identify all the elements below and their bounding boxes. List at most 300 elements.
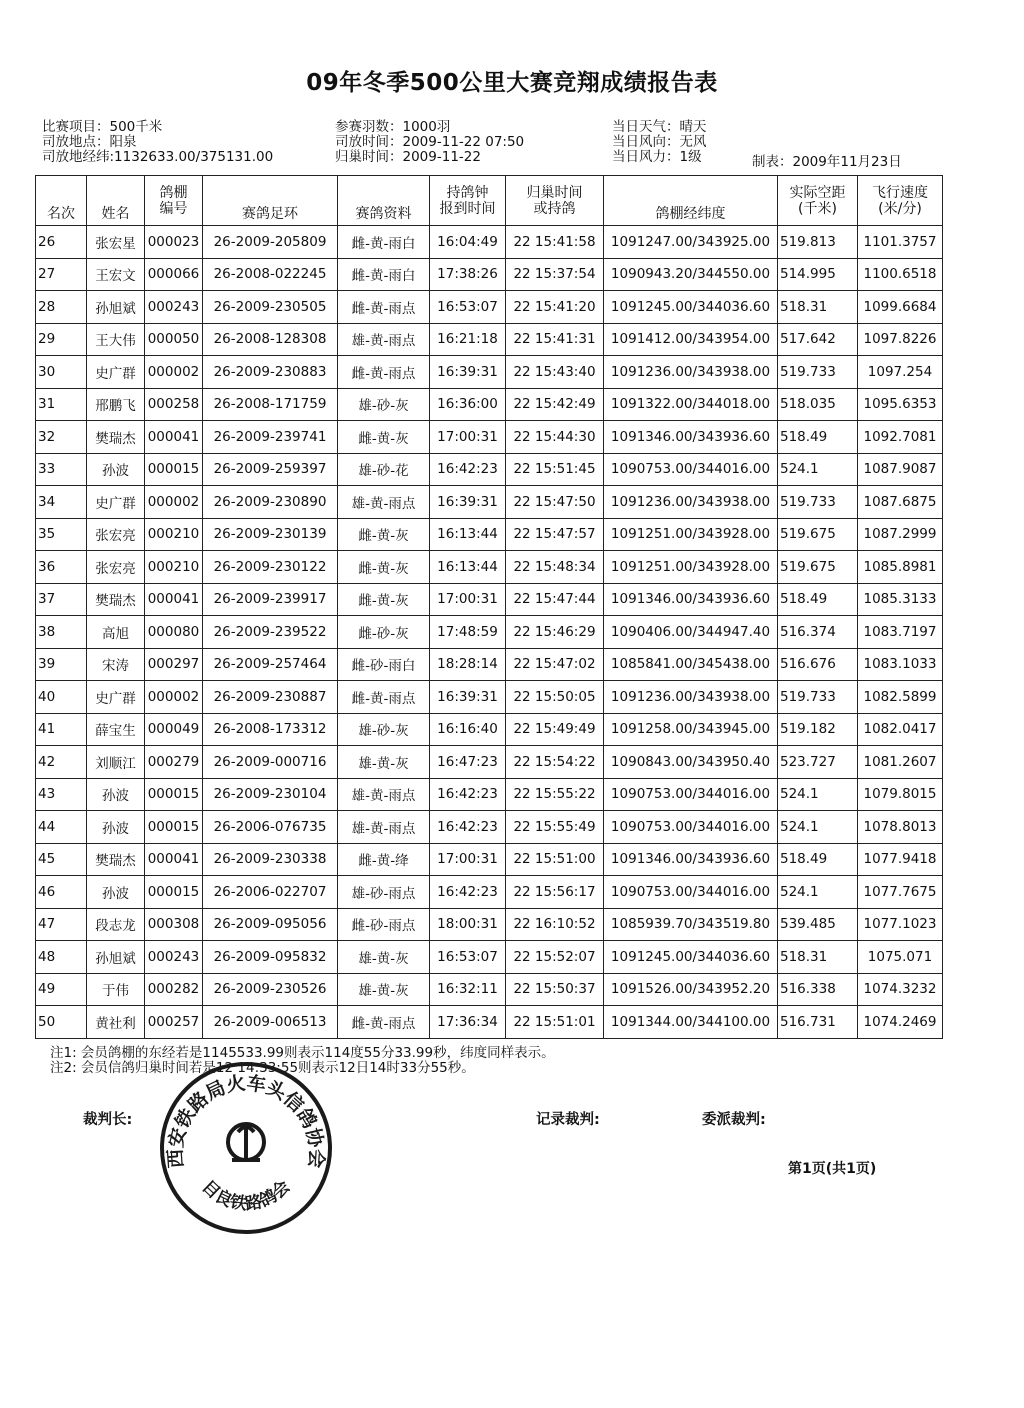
cell-return-time: 22 15:47:02 <box>506 648 604 681</box>
cell-name: 孙波 <box>87 453 145 486</box>
cell-return-time: 22 15:44:30 <box>506 421 604 454</box>
cell-distance: 539.485 <box>778 908 858 941</box>
cell-return-time: 22 15:54:22 <box>506 746 604 779</box>
cell-name: 黄社利 <box>87 1006 145 1039</box>
cell-ring: 26-2009-230887 <box>203 681 338 714</box>
cell-distance: 519.733 <box>778 486 858 519</box>
cell-rank: 49 <box>36 973 87 1006</box>
table-row <box>36 258 943 291</box>
cell-speed: 1077.1023 <box>858 908 943 941</box>
cell-distance: 519.733 <box>778 681 858 714</box>
race-info-middle <box>335 120 524 165</box>
return-date: 归巢时间：2009-11-22 <box>335 149 481 165</box>
cell-name: 张宏星 <box>87 226 145 259</box>
cell-rank: 29 <box>36 323 87 356</box>
cell-rank: 47 <box>36 908 87 941</box>
cell-coordinates: 1090753.00/344016.00 <box>604 778 778 811</box>
cell-return-time: 22 15:55:22 <box>506 778 604 811</box>
cell-ring: 26-2009-239741 <box>203 421 338 454</box>
report-title: 09年冬季500公里大赛竞翔成绩报告表 <box>306 70 718 96</box>
cell-clock-time: 17:38:26 <box>430 258 506 291</box>
cell-bird-info: 雌-黄-灰 <box>338 421 430 454</box>
cell-return-time: 22 16:10:52 <box>506 908 604 941</box>
cell-distance: 518.31 <box>778 941 858 974</box>
cell-loft-no: 000257 <box>145 1006 203 1039</box>
cell-speed: 1083.7197 <box>858 616 943 649</box>
cell-coordinates: 1091251.00/343928.00 <box>604 551 778 584</box>
cell-ring: 26-2009-006513 <box>203 1006 338 1039</box>
cell-speed: 1101.3757 <box>858 226 943 259</box>
cell-bird-info: 雌-黄-雨白 <box>338 258 430 291</box>
cell-return-time: 22 15:42:49 <box>506 388 604 421</box>
cell-coordinates: 1091245.00/344036.60 <box>604 291 778 324</box>
cell-loft-no: 000258 <box>145 388 203 421</box>
cell-clock-time: 16:21:18 <box>430 323 506 356</box>
table-row <box>36 876 943 909</box>
table-row <box>36 973 943 1006</box>
prepared-date: 制表：2009年11月23日 <box>752 154 902 170</box>
cell-loft-no: 000066 <box>145 258 203 291</box>
cell-distance: 519.675 <box>778 551 858 584</box>
header-speed: 飞行速度 (米/分) <box>858 176 943 226</box>
cell-coordinates: 1091526.00/343952.20 <box>604 973 778 1006</box>
cell-speed: 1092.7081 <box>858 421 943 454</box>
cell-return-time: 22 15:51:45 <box>506 453 604 486</box>
cell-speed: 1085.3133 <box>858 583 943 616</box>
cell-ring: 26-2009-239522 <box>203 616 338 649</box>
table-row <box>36 421 943 454</box>
note-2: 注2: 会员信鸽归巢时间若是12 14:33:55则表示12日14时33分55秒。 <box>50 1060 475 1076</box>
cell-name: 史广群 <box>87 486 145 519</box>
cell-ring: 26-2009-239917 <box>203 583 338 616</box>
cell-return-time: 22 15:43:40 <box>506 356 604 389</box>
cell-bird-info: 雌-砂-灰 <box>338 616 430 649</box>
cell-clock-time: 17:00:31 <box>430 421 506 454</box>
cell-name: 孙波 <box>87 778 145 811</box>
cell-loft-no: 000015 <box>145 876 203 909</box>
cell-clock-time: 16:04:49 <box>430 226 506 259</box>
cell-speed: 1078.8013 <box>858 811 943 844</box>
cell-ring: 26-2009-230139 <box>203 518 338 551</box>
cell-distance: 518.49 <box>778 843 858 876</box>
table-row <box>36 1006 943 1039</box>
race-info-right <box>612 120 707 165</box>
release-time: 司放时间：2009-11-22 07:50 <box>335 134 525 150</box>
cell-loft-no: 000041 <box>145 583 203 616</box>
cell-bird-info: 雄-砂-花 <box>338 453 430 486</box>
cell-distance: 524.1 <box>778 876 858 909</box>
cell-clock-time: 17:00:31 <box>430 583 506 616</box>
cell-clock-time: 16:39:31 <box>430 681 506 714</box>
cell-distance: 514.995 <box>778 258 858 291</box>
cell-ring: 26-2009-230104 <box>203 778 338 811</box>
cell-return-time: 22 15:47:50 <box>506 486 604 519</box>
cell-loft-no: 000002 <box>145 681 203 714</box>
cell-name: 史广群 <box>87 356 145 389</box>
cell-ring: 26-2009-095832 <box>203 941 338 974</box>
entry-count: 参赛羽数：1000羽 <box>335 119 451 135</box>
table-row <box>36 583 943 616</box>
cell-coordinates: 1090843.00/343950.40 <box>604 746 778 779</box>
cell-loft-no: 000041 <box>145 843 203 876</box>
cell-ring: 26-2009-230122 <box>203 551 338 584</box>
cell-rank: 38 <box>36 616 87 649</box>
cell-return-time: 22 15:47:57 <box>506 518 604 551</box>
cell-speed: 1095.6353 <box>858 388 943 421</box>
header-ring: 赛鸽足环 <box>203 176 338 226</box>
official-seal-stamp <box>158 1060 334 1236</box>
cell-coordinates: 1091344.00/344100.00 <box>604 1006 778 1039</box>
cell-speed: 1085.8981 <box>858 551 943 584</box>
cell-return-time: 22 15:41:58 <box>506 226 604 259</box>
cell-return-time: 22 15:50:05 <box>506 681 604 714</box>
table-header-row <box>36 176 943 226</box>
cell-rank: 46 <box>36 876 87 909</box>
cell-coordinates: 1090753.00/344016.00 <box>604 453 778 486</box>
cell-loft-no: 000041 <box>145 421 203 454</box>
cell-rank: 27 <box>36 258 87 291</box>
cell-speed: 1099.6684 <box>858 291 943 324</box>
cell-bird-info: 雄-黄-雨点 <box>338 323 430 356</box>
cell-coordinates: 1091245.00/344036.60 <box>604 941 778 974</box>
cell-loft-no: 000015 <box>145 778 203 811</box>
table-row <box>36 713 943 746</box>
cell-speed: 1087.9087 <box>858 453 943 486</box>
cell-name: 樊瑞杰 <box>87 843 145 876</box>
cell-loft-no: 000050 <box>145 323 203 356</box>
cell-name: 孙旭斌 <box>87 291 145 324</box>
cell-coordinates: 1091322.00/344018.00 <box>604 388 778 421</box>
cell-speed: 1079.8015 <box>858 778 943 811</box>
cell-rank: 40 <box>36 681 87 714</box>
chief-judge-label: 裁判长: <box>83 1112 133 1128</box>
cell-bird-info: 雌-砂-雨点 <box>338 908 430 941</box>
cell-speed: 1074.2469 <box>858 1006 943 1039</box>
cell-distance: 518.49 <box>778 421 858 454</box>
wind-direction: 当日风向：无风 <box>612 134 707 150</box>
cell-bird-info: 雄-黄-灰 <box>338 746 430 779</box>
cell-rank: 44 <box>36 811 87 844</box>
cell-ring: 26-2009-230526 <box>203 973 338 1006</box>
cell-rank: 36 <box>36 551 87 584</box>
table-row <box>36 388 943 421</box>
header-bird-info: 赛鸽资料 <box>338 176 430 226</box>
cell-bird-info: 雄-黄-雨点 <box>338 811 430 844</box>
cell-coordinates: 1090943.20/344550.00 <box>604 258 778 291</box>
header-distance: 实际空距 (千米) <box>778 176 858 226</box>
cell-ring: 26-2008-128308 <box>203 323 338 356</box>
cell-ring: 26-2006-076735 <box>203 811 338 844</box>
cell-name: 樊瑞杰 <box>87 583 145 616</box>
cell-clock-time: 16:42:23 <box>430 453 506 486</box>
cell-distance: 519.675 <box>778 518 858 551</box>
cell-clock-time: 16:16:40 <box>430 713 506 746</box>
table-row <box>36 356 943 389</box>
cell-coordinates: 1091236.00/343938.00 <box>604 681 778 714</box>
cell-speed: 1087.6875 <box>858 486 943 519</box>
cell-bird-info: 雌-黄-灰 <box>338 583 430 616</box>
cell-coordinates: 1091258.00/343945.00 <box>604 713 778 746</box>
cell-name: 邢鹏飞 <box>87 388 145 421</box>
cell-clock-time: 17:48:59 <box>430 616 506 649</box>
cell-distance: 517.642 <box>778 323 858 356</box>
page-number: 第1页(共1页) <box>788 1161 877 1177</box>
cell-loft-no: 000297 <box>145 648 203 681</box>
cell-bird-info: 雌-黄-雨点 <box>338 356 430 389</box>
cell-ring: 26-2009-230883 <box>203 356 338 389</box>
table-row <box>36 746 943 779</box>
release-coordinates: 司放地经纬:1132633.00/375131.00 <box>42 149 274 165</box>
table-row <box>36 908 943 941</box>
cell-rank: 43 <box>36 778 87 811</box>
cell-distance: 516.338 <box>778 973 858 1006</box>
cell-rank: 42 <box>36 746 87 779</box>
cell-loft-no: 000002 <box>145 356 203 389</box>
cell-loft-no: 000210 <box>145 551 203 584</box>
cell-bird-info: 雄-砂-雨点 <box>338 876 430 909</box>
cell-coordinates: 1090753.00/344016.00 <box>604 876 778 909</box>
cell-speed: 1081.2607 <box>858 746 943 779</box>
cell-speed: 1074.3232 <box>858 973 943 1006</box>
cell-rank: 39 <box>36 648 87 681</box>
cell-loft-no: 000023 <box>145 226 203 259</box>
cell-rank: 50 <box>36 1006 87 1039</box>
cell-clock-time: 16:53:07 <box>430 941 506 974</box>
recording-judge-label: 记录裁判: <box>536 1112 600 1128</box>
cell-bird-info: 雌-黄-绛 <box>338 843 430 876</box>
cell-name: 孙旭斌 <box>87 941 145 974</box>
cell-rank: 33 <box>36 453 87 486</box>
cell-clock-time: 16:39:31 <box>430 356 506 389</box>
cell-loft-no: 000080 <box>145 616 203 649</box>
cell-name: 刘顺江 <box>87 746 145 779</box>
cell-return-time: 22 15:52:07 <box>506 941 604 974</box>
svg-text:西安铁路局火车头信鸽协会: 西安铁路局火车头信鸽协会 <box>164 1072 328 1169</box>
table-row <box>36 518 943 551</box>
header-loft-no: 鸽棚 编号 <box>145 176 203 226</box>
cell-clock-time: 18:00:31 <box>430 908 506 941</box>
cell-speed: 1100.6518 <box>858 258 943 291</box>
cell-loft-no: 000282 <box>145 973 203 1006</box>
cell-ring: 26-2009-000716 <box>203 746 338 779</box>
cell-return-time: 22 15:55:49 <box>506 811 604 844</box>
cell-rank: 37 <box>36 583 87 616</box>
header-clock-time: 持鸽钟 报到时间 <box>430 176 506 226</box>
cell-clock-time: 17:00:31 <box>430 843 506 876</box>
table-row <box>36 811 943 844</box>
table-row <box>36 226 943 259</box>
cell-bird-info: 雄-黄-雨点 <box>338 778 430 811</box>
table-row <box>36 291 943 324</box>
cell-rank: 28 <box>36 291 87 324</box>
cell-distance: 519.182 <box>778 713 858 746</box>
cell-coordinates: 1090406.00/344947.40 <box>604 616 778 649</box>
table-row <box>36 616 943 649</box>
cell-coordinates: 1085841.00/345438.00 <box>604 648 778 681</box>
cell-bird-info: 雄-砂-灰 <box>338 388 430 421</box>
railway-emblem-icon <box>228 1124 264 1160</box>
cell-ring: 26-2009-257464 <box>203 648 338 681</box>
cell-distance: 523.727 <box>778 746 858 779</box>
cell-clock-time: 16:32:11 <box>430 973 506 1006</box>
header-coordinates: 鸽棚经纬度 <box>604 176 778 226</box>
cell-name: 薛宝生 <box>87 713 145 746</box>
cell-loft-no: 000002 <box>145 486 203 519</box>
cell-coordinates: 1091236.00/343938.00 <box>604 356 778 389</box>
cell-clock-time: 16:42:23 <box>430 876 506 909</box>
cell-rank: 41 <box>36 713 87 746</box>
cell-loft-no: 000210 <box>145 518 203 551</box>
table-row <box>36 648 943 681</box>
cell-return-time: 22 15:41:20 <box>506 291 604 324</box>
cell-name: 段志龙 <box>87 908 145 941</box>
cell-clock-time: 18:28:14 <box>430 648 506 681</box>
cell-loft-no: 000243 <box>145 941 203 974</box>
cell-name: 于伟 <box>87 973 145 1006</box>
cell-bird-info: 雌-黄-雨点 <box>338 681 430 714</box>
race-info-left <box>42 120 273 165</box>
cell-name: 张宏亮 <box>87 518 145 551</box>
cell-clock-time: 16:53:07 <box>430 291 506 324</box>
cell-return-time: 22 15:37:54 <box>506 258 604 291</box>
cell-clock-time: 16:36:00 <box>430 388 506 421</box>
cell-return-time: 22 15:49:49 <box>506 713 604 746</box>
cell-ring: 26-2008-022245 <box>203 258 338 291</box>
cell-speed: 1097.254 <box>858 356 943 389</box>
cell-clock-time: 16:39:31 <box>430 486 506 519</box>
table-row <box>36 453 943 486</box>
header-name: 姓名 <box>87 176 145 226</box>
cell-rank: 32 <box>36 421 87 454</box>
cell-coordinates: 1085939.70/343519.80 <box>604 908 778 941</box>
cell-clock-time: 16:13:44 <box>430 518 506 551</box>
table-row <box>36 941 943 974</box>
cell-coordinates: 1091247.00/343925.00 <box>604 226 778 259</box>
cell-speed: 1075.071 <box>858 941 943 974</box>
cell-coordinates: 1091412.00/343954.00 <box>604 323 778 356</box>
cell-bird-info: 雌-黄-灰 <box>338 551 430 584</box>
cell-ring: 26-2009-205809 <box>203 226 338 259</box>
cell-clock-time: 17:36:34 <box>430 1006 506 1039</box>
results-table <box>35 175 943 1039</box>
cell-distance: 524.1 <box>778 778 858 811</box>
cell-name: 宋涛 <box>87 648 145 681</box>
cell-loft-no: 000279 <box>145 746 203 779</box>
cell-speed: 1082.0417 <box>858 713 943 746</box>
cell-distance: 524.1 <box>778 811 858 844</box>
cell-distance: 518.31 <box>778 291 858 324</box>
cell-return-time: 22 15:47:44 <box>506 583 604 616</box>
cell-loft-no: 000243 <box>145 291 203 324</box>
cell-bird-info: 雄-砂-灰 <box>338 713 430 746</box>
cell-distance: 518.035 <box>778 388 858 421</box>
cell-name: 王大伟 <box>87 323 145 356</box>
cell-bird-info: 雄-黄-雨点 <box>338 486 430 519</box>
cell-ring: 26-2008-171759 <box>203 388 338 421</box>
cell-rank: 35 <box>36 518 87 551</box>
cell-rank: 45 <box>36 843 87 876</box>
cell-bird-info: 雌-砂-雨白 <box>338 648 430 681</box>
cell-coordinates: 1091346.00/343936.60 <box>604 843 778 876</box>
cell-name: 史广群 <box>87 681 145 714</box>
svg-text:目良铁路鸽会: 目良铁路鸽会 <box>197 1176 295 1215</box>
cell-bird-info: 雌-黄-雨点 <box>338 1006 430 1039</box>
cell-speed: 1087.2999 <box>858 518 943 551</box>
cell-ring: 26-2009-230505 <box>203 291 338 324</box>
cell-ring: 26-2006-022707 <box>203 876 338 909</box>
wind-force: 当日风力：1级 <box>612 149 702 165</box>
weather: 当日天气：晴天 <box>612 119 707 135</box>
cell-name: 孙波 <box>87 811 145 844</box>
cell-return-time: 22 15:46:29 <box>506 616 604 649</box>
cell-name: 孙波 <box>87 876 145 909</box>
cell-name: 张宏亮 <box>87 551 145 584</box>
cell-speed: 1097.8226 <box>858 323 943 356</box>
cell-rank: 30 <box>36 356 87 389</box>
cell-rank: 31 <box>36 388 87 421</box>
note-1: 注1: 会员鸽棚的东经若是1145533.99则表示114度55分33.99秒，纬度同样表示。 <box>50 1045 555 1061</box>
cell-name: 高旭 <box>87 616 145 649</box>
release-location: 司放地点：阳泉 <box>42 134 137 150</box>
cell-distance: 524.1 <box>778 453 858 486</box>
cell-loft-no: 000308 <box>145 908 203 941</box>
cell-distance: 519.733 <box>778 356 858 389</box>
table-row <box>36 681 943 714</box>
table-row <box>36 486 943 519</box>
cell-coordinates: 1091251.00/343928.00 <box>604 518 778 551</box>
table-row <box>36 551 943 584</box>
cell-speed: 1083.1033 <box>858 648 943 681</box>
cell-rank: 26 <box>36 226 87 259</box>
table-row <box>36 323 943 356</box>
header-return-time: 归巢时间 或持鸽 <box>506 176 604 226</box>
cell-rank: 34 <box>36 486 87 519</box>
cell-clock-time: 16:42:23 <box>430 811 506 844</box>
cell-speed: 1077.9418 <box>858 843 943 876</box>
table-row <box>36 843 943 876</box>
cell-bird-info: 雄-黄-灰 <box>338 941 430 974</box>
cell-loft-no: 000015 <box>145 811 203 844</box>
cell-distance: 519.813 <box>778 226 858 259</box>
cell-clock-time: 16:47:23 <box>430 746 506 779</box>
cell-return-time: 22 15:41:31 <box>506 323 604 356</box>
cell-coordinates: 1091236.00/343938.00 <box>604 486 778 519</box>
cell-name: 王宏文 <box>87 258 145 291</box>
table-row <box>36 778 943 811</box>
cell-distance: 518.49 <box>778 583 858 616</box>
cell-return-time: 22 15:50:37 <box>506 973 604 1006</box>
cell-bird-info: 雌-黄-雨点 <box>338 291 430 324</box>
cell-loft-no: 000049 <box>145 713 203 746</box>
cell-ring: 26-2009-230338 <box>203 843 338 876</box>
cell-distance: 516.731 <box>778 1006 858 1039</box>
cell-return-time: 22 15:51:00 <box>506 843 604 876</box>
cell-rank: 48 <box>36 941 87 974</box>
cell-coordinates: 1091346.00/343936.60 <box>604 583 778 616</box>
cell-return-time: 22 15:48:34 <box>506 551 604 584</box>
cell-clock-time: 16:42:23 <box>430 778 506 811</box>
cell-loft-no: 000015 <box>145 453 203 486</box>
cell-distance: 516.374 <box>778 616 858 649</box>
cell-coordinates: 1091346.00/343936.60 <box>604 421 778 454</box>
cell-coordinates: 1090753.00/344016.00 <box>604 811 778 844</box>
cell-speed: 1082.5899 <box>858 681 943 714</box>
cell-bird-info: 雄-黄-灰 <box>338 973 430 1006</box>
cell-return-time: 22 15:56:17 <box>506 876 604 909</box>
cell-name: 樊瑞杰 <box>87 421 145 454</box>
table-body <box>36 226 943 1039</box>
cell-ring: 26-2009-095056 <box>203 908 338 941</box>
